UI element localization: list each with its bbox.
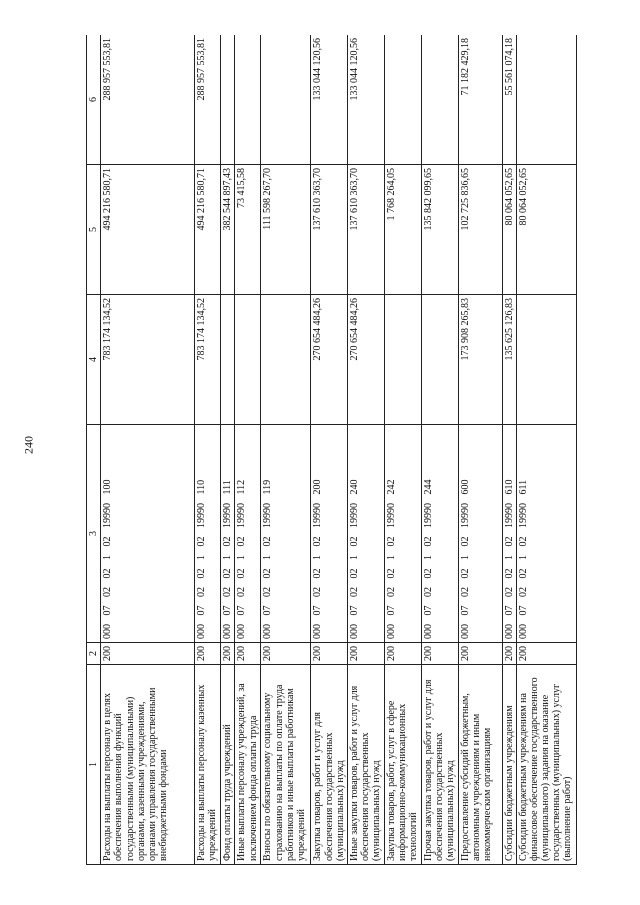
row-value-col6 <box>421 35 458 165</box>
budget-table <box>86 35 577 865</box>
row-budget-code <box>502 425 516 643</box>
row-budget-code <box>458 425 502 643</box>
row-admin-code: 200 <box>347 643 384 665</box>
column-header: 5 <box>87 165 101 295</box>
budget-code-text: 000 07 02 02 1 02 19990 111 <box>222 480 234 639</box>
budget-code-text: 000 07 02 02 1 02 19990 611 <box>517 479 529 639</box>
row-admin-code: 200 <box>311 643 348 665</box>
row-value-col6: 288 957 553,81 <box>195 35 221 165</box>
row-value-col5: 80 064 052,65 <box>516 165 576 295</box>
table-row <box>261 35 311 865</box>
budget-code-text: 000 07 02 02 1 02 19990 244 <box>422 479 434 639</box>
column-header: 2 <box>87 643 101 665</box>
row-admin-code: 200 <box>101 643 195 665</box>
row-name: Закупка товаров, работ и услуг для обеспечения государственных (муниципальных) нужд <box>311 665 348 865</box>
row-budget-code <box>516 425 576 643</box>
row-admin-code: 200 <box>458 643 502 665</box>
table-row <box>101 35 195 865</box>
row-budget-code <box>235 425 261 643</box>
row-value-col5: 135 842 099,65 <box>421 165 458 295</box>
row-name: Закупка товаров, работ, услуг в сфере информационно-коммуникационных технологий <box>384 665 421 865</box>
row-budget-code <box>195 425 221 643</box>
row-value-col5: 137 610 363,70 <box>347 165 384 295</box>
row-value-col6: 133 044 120,56 <box>311 35 348 165</box>
column-header: 1 <box>87 665 101 865</box>
row-budget-code <box>221 425 235 643</box>
row-name: Прочая закупка товаров, работ и услуг для обеспечения государственных (муниципальных) нужд <box>421 665 458 865</box>
row-value-col6 <box>261 35 311 165</box>
row-admin-code: 200 <box>235 643 261 665</box>
row-admin-code: 200 <box>516 643 576 665</box>
table-row <box>235 35 261 865</box>
table-row <box>502 35 516 865</box>
row-value-col4: 173 908 265,83 <box>458 295 502 425</box>
table-row <box>516 35 576 865</box>
column-header: 6 <box>87 35 101 165</box>
row-value-col4 <box>421 295 458 425</box>
rotated-table-container <box>86 35 633 865</box>
column-header: 4 <box>87 295 101 425</box>
row-admin-code: 200 <box>384 643 421 665</box>
row-budget-code <box>261 425 311 643</box>
table-row <box>347 35 384 865</box>
row-value-col5: 1 768 264,05 <box>384 165 421 295</box>
row-admin-code: 200 <box>195 643 221 665</box>
row-value-col4: 270 654 484,26 <box>347 295 384 425</box>
row-value-col5: 111 598 267,70 <box>261 165 311 295</box>
table-row <box>195 35 221 865</box>
row-value-col5: 494 216 580,71 <box>195 165 221 295</box>
table-header-row <box>87 35 101 865</box>
row-budget-code <box>384 425 421 643</box>
row-budget-code <box>311 425 348 643</box>
row-value-col4 <box>221 295 235 425</box>
row-admin-code: 200 <box>502 643 516 665</box>
row-admin-code: 200 <box>261 643 311 665</box>
row-name: Расходы на выплаты персоналу казенных учреждений <box>195 665 221 865</box>
row-name: Субсидии бюджетным учреждениям <box>502 665 516 865</box>
column-header: 3 <box>87 425 101 643</box>
budget-code-text: 000 07 02 02 1 02 19990 110 <box>196 479 208 639</box>
page-number: 240 <box>21 436 36 454</box>
row-value-col6: 55 561 074,18 <box>502 35 516 165</box>
row-value-col4 <box>384 295 421 425</box>
row-name: Взносы по обязательному социальному страхованию на выплаты по оплате труда работников и иные выплаты работникам учреждений <box>261 665 311 865</box>
row-budget-code <box>101 425 195 643</box>
row-value-col6 <box>384 35 421 165</box>
row-value-col6 <box>221 35 235 165</box>
table-row <box>458 35 502 865</box>
row-budget-code <box>347 425 384 643</box>
table-row <box>221 35 235 865</box>
row-value-col5: 80 064 052,65 <box>502 165 516 295</box>
budget-code-text: 000 07 02 02 1 02 19990 119 <box>262 479 274 639</box>
row-value-col6 <box>516 35 576 165</box>
table-row <box>311 35 348 865</box>
row-value-col6: 71 182 429,18 <box>458 35 502 165</box>
row-admin-code: 200 <box>421 643 458 665</box>
budget-code-text: 000 07 02 02 1 02 19990 610 <box>503 479 515 639</box>
row-value-col6: 288 957 553,81 <box>101 35 195 165</box>
row-name: Предоставление субсидий бюджетным, автономным учреждениям и иным некоммерческим организациям <box>458 665 502 865</box>
budget-code-text: 000 07 02 02 1 02 19990 112 <box>236 479 248 639</box>
row-value-col6: 133 044 120,56 <box>347 35 384 165</box>
budget-code-text: 000 07 02 02 1 02 19990 100 <box>102 479 114 639</box>
row-admin-code: 200 <box>221 643 235 665</box>
row-value-col4: 783 174 134,52 <box>101 295 195 425</box>
row-value-col6 <box>235 35 261 165</box>
row-value-col5: 137 610 363,70 <box>311 165 348 295</box>
row-value-col5: 102 725 836,65 <box>458 165 502 295</box>
table-row <box>384 35 421 865</box>
budget-code-text: 000 07 02 02 1 02 19990 242 <box>385 479 397 639</box>
row-name: Иные выплаты персоналу учреждений, за исключением фонда оплаты труда <box>235 665 261 865</box>
row-name: Фонд оплаты труда учреждений <box>221 665 235 865</box>
budget-code-text: 000 07 02 02 1 02 19990 240 <box>348 479 360 639</box>
row-name: Расходы на выплаты персоналу в целях обеспечения выполнения функций государственными (муниципальными) органами, казенными учреждениями, органами управления государственными внебюджетными фондами <box>101 665 195 865</box>
row-name: Субсидии бюджетным учреждениям на финансовое обеспечение государственного (муниципального) задания на оказание государственных (муниципальных) услуг (выполнение работ) <box>516 665 576 865</box>
row-value-col5: 494 216 580,71 <box>101 165 195 295</box>
row-value-col4: 783 174 134,52 <box>195 295 221 425</box>
table-row <box>421 35 458 865</box>
row-value-col4: 270 654 484,26 <box>311 295 348 425</box>
row-value-col4 <box>235 295 261 425</box>
budget-code-text: 000 07 02 02 1 02 19990 200 <box>312 479 324 639</box>
row-value-col5: 382 544 897,43 <box>221 165 235 295</box>
row-name: Иные закупки товаров, работ и услуг для обеспечения государственных (муниципальных) нужд <box>347 665 384 865</box>
rotated-page-area <box>86 35 633 865</box>
budget-code-text: 000 07 02 02 1 02 19990 600 <box>459 479 471 639</box>
row-value-col4 <box>516 295 576 425</box>
row-budget-code <box>421 425 458 643</box>
row-value-col4: 135 625 126,83 <box>502 295 516 425</box>
row-value-col4 <box>261 295 311 425</box>
row-value-col5: 73 415,58 <box>235 165 261 295</box>
